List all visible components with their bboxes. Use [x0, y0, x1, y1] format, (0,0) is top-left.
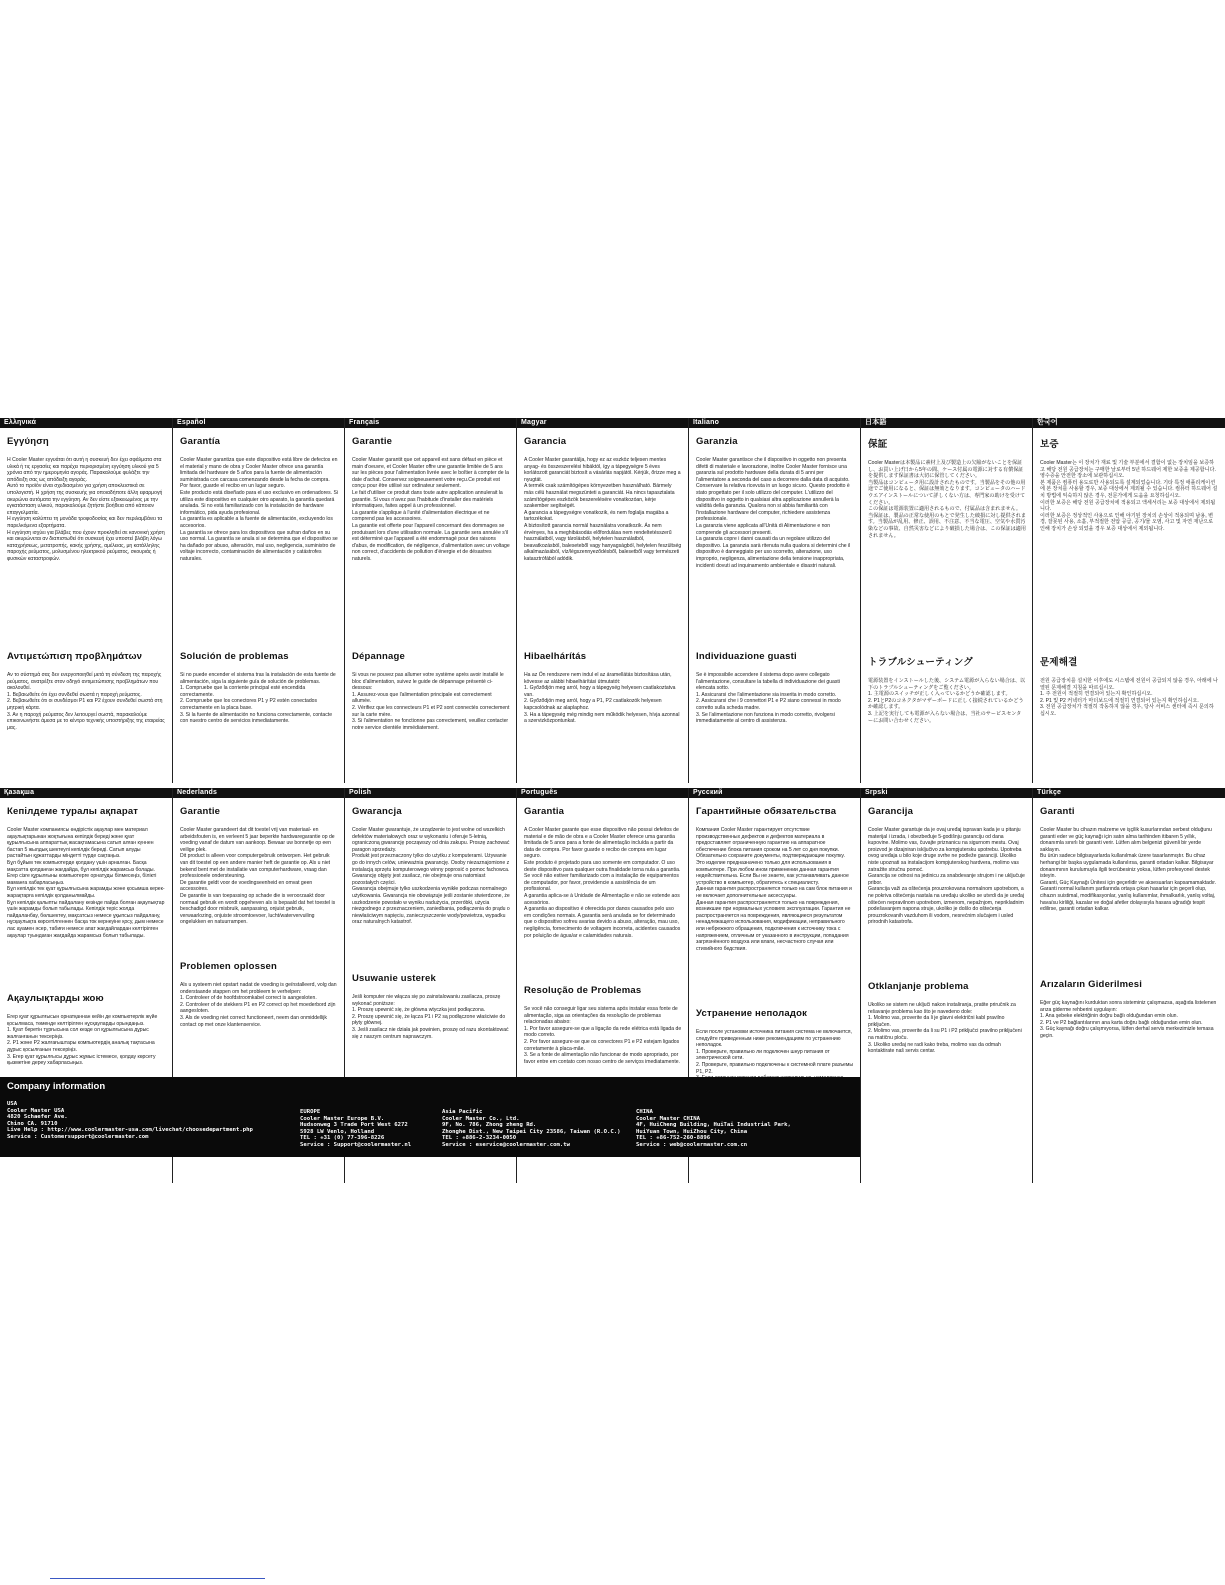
warranty-text: Cooler Master компаниясы өндірістік ақаулар мен материал ақаулықтарынан жоқтығына кепілдік береді және қуат құрылғысына аппараттық жасақтамасына сатып алған күннен бастап 5 жылдық шектеулі кепілдік береді. Сатып алуды растайтын құжаттарды міндетті түрде сақтаңыз. Бұл бұйым тек компьютерде қолдану үшін арналған. Басқа мақсатта қолданған жағдайда, бұл кепілдік жарамсыз болады. Егер сізге құрылғыны компьютерге орнатуды білмесеңіз, білікті маманға хабарласыңыз. Бұл кепілдік тек қуат құрылғысына жарамды және қосымша керек-жарақтарға кепілдік қолданылмайды. Бұл кепілдік қалыпты пайдалану кезінде пайда болған ақаулықтар үшін жарамды болып табылады. Кепілдік теріс жолда пайдаланбау, бөлшектеу, мақсатсыз немесе ұқыпсыз пайдалану, нұсқаулықта көрсетілгеннен басқа ток кернеуіне қосу, дым немесе лас ауамен әсер, табиғи немесе апат жағдайлардан келтірілген ақаулар туындаған жағдайда жарамсыз болып табылады.	[7, 827, 165, 939]
troubleshooting-text: Se você não conseguir ligar seu sistema após instalar essa fonte de alimentação, siga as orientações da resolução de problemas relacionadas abaixo: 1. Por favor assegure-se que a ligação da rede elétrica está ligada de modo correto. 2. Por favor assegure-se que os conectores P1 e P2 estejam ligados corretamente à placa-mãe. 3. Se a fonte de alimentação não funcionar de modo apropriado, por favor entre em contato com nosso centro de serviços imediatamente.	[524, 1006, 682, 1065]
warranty-heading: 保証	[868, 439, 888, 450]
language-column-greek	[0, 418, 173, 783]
language-column-japanese	[860, 418, 1033, 783]
troubleshooting-heading: 문제해결	[1040, 657, 1078, 668]
company-information-band	[0, 1077, 860, 1157]
warranty-text: Cooler Master garantiza que este dispositivo está libre de defectos en el material y mano de obra y Cooler Master ofrece una garantía limitada del hardware de 5 años para la fuente de alimentación suministrada con carcasa comenzando desde la fecha de compra. Por favor, guarde el recibo en un lugar seguro. Este producto está diseñado para el uso exclusivo en ordenadores. Si utiliza este dispositivo en cualquier otro aparato, la garantía quedará anulada. Si no está familiarizado con la instalación de hardware informático, pida ayuda profesional. La garantía es aplicable a la fuente de alimentación, excluyendo los accesorios. La garantía se ofrece para los dispositivos que sufran daños en su uso normal. La garantía se anula si se determina que el dispositivo se ha dañado por abuso, alteración, mal uso, negligencia, suministro de voltaje incorrecto, contaminación de alimentación y catástrofes naturales.	[180, 457, 339, 562]
troubleshooting-heading: Individuazione guasti	[696, 651, 797, 662]
troubleshooting-text: 電源装置をインストールした後、システム電源が入らない場合は、以下のトラブルシューティングをご覧ください。 1. 主電源のスイッチが正しく入っているかどうか確認します。 2. P1とP2のコネクタがマザーボードに正しく接続されているかどうか確認します。 3. 上記を実行しても電源が入らない場合は、当社のサービスセンターにお問い合わせください。	[868, 678, 1026, 724]
troubleshooting-heading: トラブルシューティング	[868, 657, 973, 668]
language-column-spanish	[172, 418, 345, 783]
troubleshooting-heading: Ақаулықтарды жою	[7, 993, 104, 1004]
troubleshooting-text: Егер қуат құрылғысын орнатқаннан кейін де компьютерлік жүйе қосылмаса, төменде келтірілген нұсқауларды орындаңыз. 1. Қуат беретін тұрғысына сол кезде ол құрылғысына дұрыс жалғанғанын тексеріңіз. 2. P1 және P2 жалғағыштары компьютердің аналық тақтасына дұрыс қосылғанын тексеріңіз. 3. Егер қуат құрылғысы дұрыс жұмыс істемесе, қолдау көрсету қызметіне дереу хабарласыңыз.	[7, 1014, 158, 1067]
top-language-row	[0, 418, 1225, 783]
troubleshooting-text: 전원 공급장치를 설치한 이후에도 시스템에 전원이 공급되지 않을 경우, 아래에 나열된 문제해결 지침을 따르십시오. 1. 주 전원이 적절히 연결되어 있는지 확인하십시오. 2. P1 및 P2 커넥터가 마더보드에 적절히 연결되어 있는지 확인하십시오. 3. 전원 공급장치가 적절히 작동하지 않을 경우, 당사 서비스 센터에 즉시 문의하십시오.	[1040, 678, 1218, 717]
warranty-heading: Garanti	[1040, 806, 1075, 817]
language-tab: Español	[173, 418, 345, 428]
warranty-heading: Garantie	[180, 806, 221, 817]
warranty-text: A Cooler Master garantálja, hogy ez az eszköz teljesen mentes anyag- és összeszerelési hibáktól, így a tápegységre 5 éves korlátozott garanciát biztosít a vásárlás napjától. Kérjük, őrizze meg a nyugtát. A termék csak számítógépes környezetben használható. Bármely más célú használat megszünteti a garanciát. Ha nincs tapasztalata számítógépes eszközök beszerelésére vonatkozóan, kérje szakember segítségét. A garancia a tápegységre vonatkozik, és nem foglalja magába a tartozékokat. A biztosított garancia normál használatra vonatkozik. Ás nem érvényes, ha a meghibásodás előfordulása nem rendeltetésszerű használatból, vagy tárolásból, helytelen használatból, beavatkozásból, baleseteből vagy hanyagságból, helytelen feszültség alkalmazásából, víz/légszennyeződésből, balesetből vagy természeti katasztrófából adódik.	[524, 457, 682, 562]
troubleshooting-text: Si vous ne pouvez pas allumer votre système après avoir installé le bloc d'alimentation, suivez le guide de dépannage présenté ci-dessous: 1. Assurez-vous que l'alimentation principale est correctement allumée. 2. Vérifiez que les connecteurs P1 et P2 sont connectés correctement sur la carte mère. 3. Si l'alimentation ne fonctionne pas correctement, veuillez contacter notre service clientèle immédiatement.	[352, 672, 510, 731]
warranty-heading: Гарантийные обязательства	[696, 806, 837, 817]
troubleshooting-text: Если после установки источника питания система не включается, следуйте приведенным ниже рекомендациям по устранению неполадок. 1. Проверьте, правильно ли подключен шнур питания от электрической сети. 2. Проверьте, правильно подключены к системной плате разъемы P1, P2.	[696, 1029, 854, 1075]
warranty-text: Cooler Master garantuje da je ovaj uređaj ispravan kada je u pitanju materijal i izrada, i obezbeđuje 5-godišnju garanciju od dana kupovine. Molimo vas, čuvajte priznanicu na sigurnom mestu. Ovaj proizvod je dizajniran isključivo za kompjutersku upotrebu. Upotreba ovog uređaja u bilo koje druge svrhe ne podleže garanciji. Ukoliko niste upoznati sa instalacijom kompjuterskog hardvera, molimo vas zatražite stručnu pomoć. Garancija se odnosi na jedinicu za snabdevanje strujom i ne uključuje pribor. Garancija važi za oštećenja prouzrokovana normalnom upotrebom, a ne pokriva oštećenja nastala na uređaju ukoliko se utvrdi da je uređaj oštećen nepravilnom upotrebom, izmenom, nepažnjom, neprikladnim podešavanjem napona struje, ukoliko je došlo do oštećenja prouzrokovanih vazduhom ili vodom, nesrećnim slučajem i usled prirodnih katastrofa.	[868, 827, 1025, 926]
language-column-turkish	[1032, 788, 1225, 1183]
warranty-text: Cooler Masterは本製品に素材上及び製造上の欠陥がないことを保証し、お買い上げ日から5年の間、ケース付属の電源に対する有償保証を提供します保証書は大切に保管してください。 当製品はコンピュータ用に設計されたものです。当製品をその他の用途でご使用になると、保証は無効となります。コンピュータのハードウエアインストールについて詳しくない方は、専門家の助けを受けてください。 この保証は電源装置に適用されるもので、付属品は含まれません。 当保証は、製品の正常な使用のもとで発生した破損に対し提供されます。当製品が乱用、修正、誤用、不注意、不当な電圧、空気や水質汚染などの事故、自然災害などにより破損した場合は、この保証は適用されません。	[868, 460, 1026, 539]
warranty-text: Cooler Master garantit que cet appareil est sans défaut en pièce et main d'oeuvre, et Cooler Master offre une garantie limitée de 5 ans sur les pièces pour l'alimentation livrée avec le boîtier à compter de la date d'achat. Conservez soigneusement votre reçu.Ce produit est conçu pour être utilisé sur ordinateur seulement. Le fait d'utiliser ce produit dans toute autre application annulerait la garantie. Si vous n'avez pas l'habitude d'installer des matériels informatiques, faites appel à un professionnel. La garantie s'applique à l'unité d'alimentation électrique et ne comprend pas les accessoires. La garantie est offerte pour l'appareil concernant des dommages se produisant lors d'une utilisation normale. La garantie sera annulée s'il est déterminé que l'appareil a été endommagé pour des raisons d'abus, de modification, de négligence, d'alimentation avec un voltage non correct, d'accidents de pollution d'énergie et de désastres naturels.	[352, 457, 510, 562]
language-tab: Srpski	[861, 788, 1033, 798]
language-column-italian	[688, 418, 861, 783]
troubleshooting-heading: Problemen oplossen	[180, 961, 278, 972]
warranty-text: Cooler Master gwarantuje, że urządzenie to jest wolne od wszelkich defektów materiałowych oraz w wykonaniu i oferuje 5-letnią, ograniczoną gwarancję począwszy od dnia zakupu. Proszę zachować paragon sprzedaży. Produkt jest przeznaczony tylko do użytku z komputerami. Używanie go do innych celów, unieważnia gwarancję. Osoby niezaznajomione z instalacją sprzętu komputerowego winny poprosić o pomoc fachowca. Gwarancję objęty jest zasilacz, nie obejmuje ona natomiast pozostałych części. Gwarancja obejmuje tylko uszkodzenia wynikłe podczas normalnego użytkowania. Gwarancja nie obowiązuje jeśli zostanie stwierdzone, że uszkodzenie powstało w wyniku nadużycia, przeróbki, użycia niezgodnego z przeznaczeniem, zaniedbania, podłączenia do prądu o niewłaściwym napięciu, zanieczyszczenie wody/powietrza, wypadku oraz naturalnych katastrof.	[352, 827, 510, 926]
troubleshooting-heading: Устранение неполадок	[696, 1008, 808, 1019]
troubleshooting-text: Ha az Ön rendszere nem indul el az áramellátás biztosítása után, kövesse az alábbi hibaelhárítási útmutatót: 1. Győződjön meg arról, hogy a tápegység helyesen csatlakoztatva van. 2. Győződjön meg arról, hogy a P1, P2 csatlakozók helyesen kapcsolódnak az alaplaphoz. 3. Ha a tápegység még mindig nem működik helyesen, hívja azonnal a szervizközpontunkat.	[524, 672, 680, 725]
address-china: CHINA Cooler Master CHINA 4F, HuiCheng Building, HuiTai Industrial Park, HuiYuan Town, HuiZhou City, China TEL : +86-752-260-8896 Service : web@coolermaster.com.cn	[636, 1109, 791, 1148]
address-asia-pacific: Asia Pacific Cooler Master Co., Ltd. 9F, No. 786, Zhong zheng Rd. Zhonghe Dist., New Taipei City 23586, Taiwan (R.O.C.) TEL : +886-2-3234-0050 Service : eservice@coolermaster.com.tw	[442, 1109, 621, 1148]
language-tab: Русский	[689, 788, 861, 798]
language-column-korean	[1032, 418, 1225, 783]
warranty-text: Cooler Master garantisce che il dispositivo in oggetto non presenta difetti di materiale e lavorazione, inoltre Cooler Master fornisce una garanzia sul prodotto hardware della durata di 5 anni per l'alimentatore a seconda del caso a decorrere dalla data di acquisto. Conservare la relativa ricevuta in un luogo sicuro. Questo prodotto è stato progettato per il solo utilizzo del computer. L'utilizzo del dispositivo in oggetto in qualsiasi altra applicazione annullerà la validità della garanzia. Qualora non si abbia familiarità con l'installazione hardware del computer, richiedere assistenza professionale. La garanzia viene applicata all'Unità di Alimentazione e non comprende gli accessori presenti. La garanzia copre i danni causati da un regolare utilizzo del dispositivo. La garanzia sarà ritenuta nulla qualora si determini che il dispositivo è danneggiato per uso scorretto, alterazione, uso improprio, negligenza, alimentazione della tensione inappropriata, incidenti dovuti ad inquinamento ambientale e disastri naturali.	[696, 457, 851, 569]
language-tab: Türkçe	[1033, 788, 1225, 798]
language-tab: Ελληνικά	[0, 418, 173, 428]
language-tab: Português	[517, 788, 689, 798]
address-europe: EUROPE Cooler Master Europe B.V. Hudsonweg 3 Trade Port West 6272 5928 LW Venlo, Holland TEL : +31 (0) 77-396-8226 Service : Support@coolermaster.nl	[300, 1109, 412, 1148]
warranty-text: Компания Cooler Master гарантирует отсутствие производственных дефектов и дефектов материала в предоставляет ограниченную гарантию на аппаратное обеспечение блока питания сроком на 5 лет со дня покупки. Обязательно сохраните документы, подтверждающие покупку. Это изделие предназначено только для использования в компьютере. При любом ином применении данная гарантия недействительна. Если Вы не знаете, как устанавливать данное устройство в компьютер, обратитесь к специалисту. Данная гарантия распространяется только на сам блок питания и не включает дополнительные аксессуары. Данная гарантия распространяется только на повреждения, возникшие при нормальных условиях эксплуатации. Гарантия не распространяется на повреждения, являющиеся результатом ненадлежащего использования, модификации, неправильного или небрежного обращения, подключения к источнику тока с напряжением, отличным от указанного в инструкции, попадания загрязнённого воздуха или влаги, несчастного случая или стихийного бедствия.	[696, 827, 852, 952]
warranty-heading: Garancia	[524, 436, 567, 447]
language-tab: Қазақша	[0, 788, 173, 798]
warranty-heading: Garanzia	[696, 436, 738, 447]
warranty-heading: Εγγύηση	[7, 436, 49, 447]
warranty-text: Cooler Master garandeert dat dit toestel vrij van materiaal- en arbeidsfouten is, en verleent 5 jaar beperkte hardwaregarantie op de voeding vanaf de datum van aankoop. Bewaar uw bonnetje op een veilige plek. Dit product is alleen voor computergebruik ontworpen. Het gebruik van dit toestel op een andere manier heft de garantie op. Als u niet bekend bent met de installatie van computerhardware, vraag dan professionele ondersteuning. De garantie geldt voor de voedingseenheid en omvat geen accessoires. De garantie is van toepassing op schade die is veroorzaakt door normaal gebruik en wordt opgeheven als is bepaald dat het toestel is beschadigd door misbruik, aanpassing, onjuist gebruik, verwaarlozing, onjuiste stroomtoevoer, lucht/watervervuiling ongelukken en natuurrampen.	[180, 827, 336, 926]
language-tab: Polish	[345, 788, 517, 798]
language-column-french	[344, 418, 517, 783]
warranty-heading: Gwarancja	[352, 806, 402, 817]
language-tab: Italiano	[689, 418, 861, 428]
language-column-hungarian	[516, 418, 689, 783]
warranty-heading: Кепілдеме туралы ақпарат	[7, 806, 139, 817]
troubleshooting-heading: Arızaların Giderilmesi	[1040, 979, 1143, 990]
troubleshooting-text: Jeśli komputer nie włącza się po zainstalowaniu zasilacza, proszę wykonać poniższe: 1. Proszę upewnić się, że główna wtyczka jest podłączona. 2. Proszę upewnić się, że łącza P1 i P2 są podłączone właściwie do płyty głównej. 3. Jeśli zasilacz nie działa jak powinien, proszę od razu skontaktować się z naszym centrum naprawczym.	[352, 994, 509, 1040]
troubleshooting-heading: Αντιμετώπιση προβλημάτων	[7, 651, 143, 662]
troubleshooting-heading: Otklanjanje problema	[868, 981, 969, 992]
warranty-text: Cooler Master bu cihazın malzeme ve işçilik kusurlarından serbest olduğunu garanti eder ve güç kaynağı için satın alma tarihinden itibaren 5 yıllık, donanımla sınırlı bir garanti verir. Lütfen alım belgenizi güvenli bir yerde saklayın. Bu ürün sadece bilgisayarlarda kullanılmak üzere tasarlanmıştır. Bu cihaz herhangi bir başka uygulamada kullanılırsa, garanti ortadan kalkar. Bilgisayar donanımının kurulumuyla ilgili tecrübesiniz yoksa, lütfen profesyonel destek isteyin. Garanti, Güç Kaynağı Ünitesi için geçerlidir ve aksesuarları kapsamamaktadır. Garanti normal kullanım şartlarında ortaya çıkan hasarlar için geçerli olup, cihazın suistimal, modifikasyonlar, yanlış kullanımlar, ihmalkarlık, yanlış voltaj, hava/su kirliliği, kazalar ve doğal afetler dolayısıyla hasara uğradığı tespit edilirse, garanti ortadan kalkar.	[1040, 827, 1217, 913]
troubleshooting-heading: Resolução de Problemas	[524, 985, 642, 996]
language-tab: Nederlands	[173, 788, 345, 798]
warranty-heading: Garantie	[352, 436, 393, 447]
warranty-text: Cooler Master는 이 장치가 재료 및 기술 부분에서 결함이 없는 장치임을 보증하고 해당 전원 공급장치는 구매한 날로부터 5년 하드웨어 제한 보증을 제공합니다. 영수증을 안전한 장소에 보관하십시오. 본 제품은 컴퓨터 용도로만 사용되도록 설계되었습니다. 기타 특정 애플리케이션에 본 장치를 사용할 경우, 보증 대상에서 제외될 수 있습니다. 컴퓨터 하드웨어 설치 방법에 익숙하지 않은 경우, 전문가에게 도움을 요청하십시오. 이러한 보증은 해당 전원 공급장치에 적용되고 액세서리는 보증 대상에서 제외됩니다. 이러한 보증은 정상적인 사용으로 인해 야기된 장치의 손상이 적용되며 남용, 변경, 잘못된 사용, 소홀, 부적절한 전압 공급, 공기/물 오염, 사고 및 자연 재난으로 인해 장치가 손상 되었을 경우 보증 대상에서 제외됩니다.	[1040, 460, 1218, 532]
address-usa: USA Cooler Master USA 4820 Schaefer Ave. Chino CA. 91710 Live Help : http://www.coolermaster-usa.com/livechat/choosedepartment.php Service : Customersupport@coolermaster.com	[7, 1101, 253, 1140]
troubleshooting-heading: Hibaelhárítás	[524, 651, 587, 662]
troubleshooting-text: Als u systeem niet opstart nadat de voeding is geïnstalleerd, volg dan onderstaande stappen om het probleem te verhelpen: 1. Controleer of de hoofdstroomkabel correct is aangesloten. 2. Controleer of de stekkers P1 en P2 correct op het moederbord zijn aangesloten. 3. Als de voeding niet correct functioneert, neem dan onmiddellijk contact op met onze klantenservice.	[180, 982, 337, 1028]
warranty-heading: Garantia	[524, 806, 565, 817]
warranty-heading: 보증	[1040, 439, 1059, 450]
language-tab: 日本語	[861, 418, 1033, 428]
troubleshooting-text: Αν το σύστημά σας δεν ενεργοποιηθεί μετά τη σύνδεση της παροχής ρεύματος, ανατρέξτε στον οδηγό αντιμετώπισης προβλημάτων που ακολουθεί. 1. Βεβαιωθείτε ότι έχει συνδεθεί σωστά η παροχή ρεύματος. 2. Βεβαιωθείτε ότι οι συνδέσμοι P1 και P2 έχουν συνδεθεί σωστά στη μητρική κάρτα. 3. Αν η παροχή ρεύματος δεν λειτουργεί σωστά, παρακαλούμε επικοινωνήστε άμεσα με το κέντρο τεχνικής υποστήριξης της εταιρείας μας.	[7, 672, 165, 731]
warranty-text: A Cooler Master garante que esse dispositivo não possui defeitos de material e de mão de obra e a Cooler Master oferece uma garantia limitada de 5 anos para a fonte de alimentação incluída a partir da data de compra. Por favor guarde o recibo de compra em lugar seguro. Este produto é projetado para uso somente em computador. O uso deste dispositivo para qualquer outra finalidade torna nula a garantia. Se você não estiver familiarizado com a instalação de equipamentos de computador, por favor, providencie a assistência de um profissional. A garantia aplica-se à Unidade de Alimentação e não se estende aos acessórios. A garantia ao dispositivo é oferecida por danos causados pelo uso em condições normais. A garantia será anulada se for determinado que o dispositivo sofreu avarias devido a abuso, alteração, mau uso, negligência, fornecimento de voltagem incorreta, acidentes causados por poluição de água/ar e calamidades naturais.	[524, 827, 681, 939]
troubleshooting-text: Si no puede encender el sistema tras la instalación de esta fuente de alimentación, siga la siguiente guía de solución de problemas. 1. Compruebe que la corriente principal esté encendida correctamente. 2. Compruebe que los conectores P1 y P2 estén conectados correctamente en la placa base. 3. Si la fuente de alimentación no funciona correctamente, contacte con nuestro centro de servicios inmediatamente.	[180, 672, 336, 725]
troubleshooting-heading: Solución de problemas	[180, 651, 289, 662]
warranty-text: Η Cooler Master εγγυάται ότι αυτή η συσκευή δεν έχει σφάλματα στα υλικά ή τις εργασίες και παρέχει περιορισμένη εγγύηση υλικού για 5 χρόνια από την ημερομηνία αγοράς. Παρακαλούμε φυλάξτε την απόδειξη σας ως απόδειξη αγοράς. Αυτό το προϊόν είναι σχεδιασμένο για χρήση αποκλειστικά σε υπολογιστή. Η χρήση της συσκευής για οποιαδήποτε άλλη εφαρμογή ακυρώνει αυτόματα την εγγύηση. Αν δεν είστε εξοικειωμένος με την εγκατάσταση υλικού, παρακαλούμε ζητήστε βοήθεια από κάποιον επαγγελματία. Η εγγύηση καλύπτει τη μονάδα τροφοδοσίας και δεν περιλαμβάνει τα παρελκόμενα εξαρτήματα. Η εγγύηση ισχύει για βλάβες που έχουν προκληθεί σε κανονική χρήση και ακυρώνεται αν διαπιστωθεί ότι συσκευή έχει υποστεί βλάβη λόγω καταχρήσεως, μετατροπής, κακής χρήσης, αμέλειας, μη κατάλληλης παροχής ρεύματος, μολυσμένου ηλεκτρικού ρεύματος, σκουριάς ή φυσικών καταστροφών.	[7, 457, 165, 562]
language-tab: Français	[345, 418, 517, 428]
company-information-title: Company information	[7, 1081, 106, 1092]
bottom-link-underline	[50, 1578, 265, 1579]
troubleshooting-text: Ukoliko se sistem ne uključi nakon instaliranja, pratite priručnik za rešavanje problema kao što je navedeno dole: 1. Molimo vas, proverite da li je glavni električni kabl pravilno priključen. 2. Molimo vas, proverite da li su P1 i P2 priključci pravilno priključeni na matičnu ploču. 3. Ukoliko uređaj ne radi kako treba, molimo vas da odmah kontaktirate naš servis centar.	[868, 1002, 1022, 1055]
troubleshooting-text: Se è impossibile accendere il sistema dopo avere collegato l'alimentazione, consultare la tabella di individuazione dei guasti elencata sotto. 1. Assicurarsi che l'alimentazione sia inserita in modo corretto. 2. Assicurarsi che i 9 connettori P1 e P2 siano connessi in modo corretto sulla scheda madre. 3. Se l'alimentazione non funziona in modo corretto, rivolgersi immediatamente al centro di assistenza.	[696, 672, 841, 725]
troubleshooting-heading: Usuwanie usterek	[352, 973, 436, 984]
language-tab: Magyar	[517, 418, 689, 428]
warranty-heading: Garancija	[868, 806, 914, 817]
troubleshooting-text: Eğer güç kaynağını kurduktan sonra sisteminiz çalışmazsa, aşağıda listelenen arıza giderme rehberini uygulayın: 1. Ana şebeke elektriğinin doğru bağlı olduğundan emin olun. 2. P1 ve P2 bağlantılarının ana karta doğru bağlı olduğundan emin olun. 3. Güç kaynağı doğru çalışmıyorsa, lütfen derhal servis merkezimizle temasa geçin.	[1040, 1000, 1217, 1039]
language-column-serbian	[860, 788, 1033, 1183]
language-tab: 한국어	[1033, 418, 1225, 428]
troubleshooting-heading: Dépannage	[352, 651, 406, 662]
warranty-heading: Garantía	[180, 436, 221, 447]
